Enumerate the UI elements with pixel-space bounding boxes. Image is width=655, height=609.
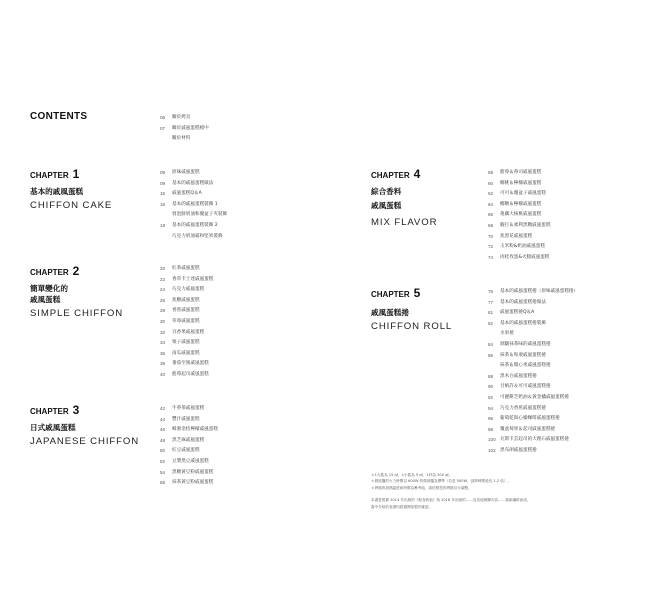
entry-title: 蜂蜜金桔檸檬戚風蛋糕 [172, 427, 218, 433]
chapter-5-heading [371, 287, 452, 332]
list-item [488, 404, 578, 415]
chapter-1-heading [30, 168, 112, 211]
chapter-number: 4 [413, 167, 421, 181]
entry-title: 黑布朗戚風蛋糕捲 [500, 447, 537, 453]
entry-title: 豆漿黑豆戚風蛋糕 [172, 458, 209, 464]
entry-title: 藍莓起司戚風蛋糕 [172, 371, 209, 377]
chapter-number: 3 [72, 403, 80, 417]
list-item [488, 242, 551, 253]
list-item [488, 200, 551, 211]
list-item [488, 435, 578, 446]
page-number: 77 [488, 299, 494, 305]
entry-title: 基本的戚風蛋糕捲做法 [500, 299, 546, 305]
chapter-label: CHAPTER 3 [30, 403, 80, 417]
entry-title: 紅豆戚風蛋糕 [172, 448, 200, 454]
entry-title: 戚風蛋糕Q＆A [172, 191, 202, 197]
page-number: 64 [488, 201, 494, 207]
page-number: 94 [488, 405, 494, 411]
chapter-title: 戚風蛋糕捲 [371, 308, 409, 317]
chapter-4-heading [371, 168, 437, 228]
entry-title: 關於烤具 [172, 115, 191, 120]
list-item [488, 382, 578, 393]
chapter-title: 日式戚風蛋糕 [30, 423, 76, 432]
page-number: 81 [488, 310, 494, 316]
list-item [488, 221, 551, 232]
list-item [488, 393, 578, 404]
list-item [160, 446, 218, 457]
list-item [160, 457, 218, 468]
page-number: 52 [160, 458, 166, 464]
list-item [160, 179, 227, 190]
chapter-3-entries [160, 404, 218, 489]
page-number: 18 [160, 222, 166, 228]
chapter-english-title: SIMPLE CHIFFON [30, 308, 124, 319]
entry-title: 巧克力香蕉戚風蛋糕捲 [500, 405, 546, 411]
entry-title: 可麗餅芝奶油＆黃金橘戚風蛋糕捲 [500, 394, 569, 400]
page-number: 98 [488, 426, 494, 432]
page-number: 07 [160, 125, 166, 131]
entry-title: 抹茶＆和栗戚風蛋糕捲 [500, 352, 546, 358]
footnotes [371, 472, 591, 510]
list-item [160, 210, 227, 221]
list-item [160, 200, 227, 211]
entry-title: 瓦斯卡芸起司的大理石戚風蛋糕捲 [500, 437, 569, 443]
entry-title: 可可＆覆盆子戚風蛋糕 [500, 191, 546, 197]
entry-title: 牛蒡茶戚風蛋糕 [172, 406, 205, 411]
chapter-number: 5 [413, 286, 421, 300]
list-item [488, 232, 551, 243]
page-number: 30 [160, 318, 166, 324]
page-number: 08 [160, 170, 166, 175]
page-number: 28 [160, 308, 166, 314]
list-item [488, 319, 578, 330]
chapter-title: 基本的戚風蛋糕 [30, 187, 84, 196]
page-number [488, 329, 500, 340]
entry-title: 原味戚風蛋糕 [172, 170, 200, 175]
page-number: 06 [160, 115, 166, 120]
page-number: 56 [160, 480, 166, 486]
page-number: 40 [160, 371, 166, 377]
entry-title: 草莓戚風蛋糕 [172, 318, 200, 324]
page-number: 09 [160, 180, 166, 186]
entry-title: 剝皺抹茶味的戚風蛋糕捲 [500, 341, 551, 347]
page-number: 42 [160, 406, 166, 411]
list-item [488, 253, 551, 264]
chapter-number: 2 [72, 264, 80, 278]
list-item [488, 210, 551, 221]
list-item [488, 351, 578, 362]
entry-title: 南瓜戚風蛋糕 [172, 350, 200, 356]
list-item [160, 359, 213, 370]
page-number: 24 [160, 287, 166, 293]
page-number: 15 [160, 191, 166, 197]
entry-title: 水果捲 [500, 331, 514, 337]
entry-title: 香草卡士達戚風蛋糕 [172, 276, 214, 282]
page-number: 96 [488, 416, 494, 422]
entry-title: 肉桂孜蛋&火腿戚風蛋糕 [500, 254, 550, 260]
list-item [160, 134, 209, 145]
page-number: 70 [488, 233, 494, 239]
entry-title: 抹茶＆開心果戚風蛋糕捲 [500, 363, 551, 369]
page-number: 102 [488, 447, 496, 453]
entry-title: 椰糖＆檸檬戚風蛋糕 [500, 201, 542, 207]
list-item [488, 361, 578, 372]
list-item [488, 189, 551, 200]
chapter-label: CHAPTER 4 [371, 167, 421, 181]
entry-title: 甘納許＆可可戚風蛋糕捲 [500, 384, 551, 390]
page-number [160, 232, 172, 243]
list-item [160, 221, 227, 232]
list-item [160, 317, 213, 328]
list-item [160, 478, 218, 489]
chapter-number: 1 [72, 167, 80, 181]
entry-title: 紅茶戚風蛋糕 [172, 266, 200, 271]
list-item [488, 425, 578, 436]
page-number: 88 [488, 373, 494, 379]
list-item [488, 340, 578, 351]
list-item [160, 113, 209, 124]
page-number: 32 [160, 329, 166, 335]
chapter-english-title: MIX FLAVOR [371, 217, 438, 228]
entry-title: 戚風蛋糕捲Q＆A [500, 310, 535, 316]
footnote: 書中介紹的食譜均經過實際製作確認。 [371, 504, 433, 509]
entry-title: 焦糖戚風蛋糕 [172, 297, 200, 303]
page-number: 54 [160, 469, 166, 475]
entry-title: 黑木白戚風蛋糕捲 [500, 373, 537, 379]
entry-title: 基本的戚風蛋糕捲裝飾 [500, 320, 546, 326]
page-number [488, 361, 500, 372]
entry-title: 巧克力奶油霜和堅果裝飾 [172, 233, 223, 239]
list-item [488, 329, 578, 340]
list-item [160, 124, 209, 135]
entry-title: 發泡鮮奶油和覆盆子夾裝飾 [172, 212, 228, 218]
entry-title: 椰桃＆檸檬戚風蛋糕 [500, 180, 542, 186]
list-item [160, 349, 213, 360]
page-number: 86 [488, 352, 494, 358]
intro-entry-list [160, 113, 209, 145]
chapter-3-heading [30, 404, 139, 447]
list-item [160, 436, 218, 447]
entry-title: 黑芝麻戚風蛋糕 [172, 437, 205, 443]
list-item [160, 275, 213, 286]
page-number: 66 [488, 212, 494, 218]
entry-title: 基本的戚風蛋糕裝飾 2 [172, 222, 218, 228]
page-number: 84 [488, 341, 494, 347]
chapter-title: 綜合香料 [371, 187, 402, 196]
footnote: ＊烤箱的加熱溫度和時間為參考值，請依照您的烤箱自行調整。 [371, 485, 472, 490]
entry-title: 葡萄乾與心燥咖啡戚風蛋糕捲 [500, 416, 560, 422]
page-number: 58 [488, 170, 494, 175]
page-number: 16 [160, 201, 166, 207]
footnote: ＊1大匙為 15 ㎖，1小匙為 5 ㎖，1杯為 200 ㎖。 [371, 473, 453, 477]
page-number: 62 [488, 191, 494, 197]
list-item [160, 285, 213, 296]
chapter-label: CHAPTER 5 [371, 286, 421, 300]
list-item [488, 308, 578, 319]
entry-title: 基本的戚風蛋糕裝飾 1 [172, 201, 218, 207]
footnote: 本書是根據 2014 年出版的《軽食戚風》與 2016 年出版的……及其他相關內容……重新編排而成， [371, 498, 531, 503]
entry-title: 關於材料 [172, 136, 191, 142]
list-item [160, 338, 213, 349]
entry-title: 栗子戚風蛋糕 [172, 340, 200, 346]
entry-title: 蓮藕大核桃戚風蛋糕 [500, 212, 542, 218]
list-item [160, 306, 213, 317]
chapter-english-title: JAPANESE CHIFFON [30, 436, 140, 447]
chapter-title-line-2: 戚風蛋糕 [371, 201, 402, 210]
chapter-4-entries [488, 168, 551, 263]
page-number: 92 [488, 394, 494, 400]
entry-title: 抹茶黃豆粉戚風蛋糕 [172, 480, 214, 486]
page-number: 48 [160, 437, 166, 443]
list-item [488, 372, 578, 383]
page-number: 46 [160, 427, 166, 433]
entry-title: 覆盆莓果＆起司戚風蛋糕捲 [500, 426, 556, 432]
list-item [160, 328, 213, 339]
chapter-label: CHAPTER 1 [30, 167, 80, 181]
page-number: 74 [488, 254, 494, 260]
chapter-title-line-2: 戚風蛋糕 [30, 295, 61, 304]
page-number [160, 134, 172, 145]
page-number: 82 [488, 320, 494, 326]
entry-title: 薩打＆柔利黑糖戚風蛋糕 [500, 222, 551, 228]
entry-title: 基本的戚風蛋糕做法 [172, 180, 214, 186]
page-number: 68 [488, 222, 494, 228]
entry-title: 番茄至蜜戚風蛋糕 [172, 361, 209, 367]
entry-title: 豐汁戚風蛋糕 [172, 416, 200, 422]
entry-title: 玉米粉&奶油戚風蛋糕 [500, 244, 545, 250]
list-item [488, 446, 578, 457]
page-number: 90 [488, 384, 494, 390]
page-number: 20 [160, 266, 166, 271]
list-item [160, 468, 218, 479]
page-number: 50 [160, 448, 166, 454]
list-item [160, 415, 218, 426]
list-item [488, 414, 578, 425]
entry-title: 百香果戚風蛋糕 [172, 329, 205, 335]
list-item [160, 168, 227, 179]
contents-heading: CONTENTS [30, 111, 88, 122]
chapter-english-title: CHIFFON CAKE [30, 200, 113, 211]
list-item [488, 298, 578, 309]
entry-title: 香蕉戚風蛋糕 [172, 308, 200, 314]
chapter-2-heading [30, 265, 123, 319]
list-item [488, 168, 551, 179]
page-number: 60 [488, 180, 494, 186]
list-item [160, 425, 218, 436]
list-item [160, 264, 213, 275]
page-number: 38 [160, 361, 166, 367]
chapter-5-entries [488, 287, 578, 457]
entry-title: 焦黑花戚風蛋糕 [500, 233, 533, 239]
chapter-label: CHAPTER 2 [30, 264, 80, 278]
entry-title: 藍莓＆莓司戚風蛋糕 [500, 170, 542, 175]
list-item [160, 232, 227, 243]
page-number: 100 [488, 437, 496, 443]
list-item [160, 404, 218, 415]
list-item [160, 370, 213, 381]
footnote: ＊微波爐的火力時間以 600W 的微波爐為標準（若是 500W，請將時間延長 1.2 倍）。 [371, 479, 512, 484]
page-number [160, 210, 172, 221]
page-number: 34 [160, 340, 166, 346]
page-number: 36 [160, 350, 166, 356]
entry-title: 關於戚風蛋糕模中 [172, 125, 209, 131]
entry-title: 黑糖黃豆粉戚風蛋糕 [172, 469, 214, 475]
list-item [488, 287, 578, 298]
chapter-2-entries [160, 264, 213, 381]
page-number: 72 [488, 244, 494, 250]
chapter-1-entries [160, 168, 227, 242]
page-number: 22 [160, 276, 166, 282]
list-item [488, 179, 551, 190]
entry-title: 巧克力戚風蛋糕 [172, 287, 205, 293]
list-item [160, 189, 227, 200]
page-number: 26 [160, 297, 166, 303]
entry-title: 基本的戚風蛋糕捲（原味戚風蛋糕捲） [500, 289, 579, 294]
list-item [160, 296, 213, 307]
page-number: 44 [160, 416, 166, 422]
chapter-english-title: CHIFFON ROLL [371, 321, 453, 332]
page-number: 76 [488, 289, 494, 294]
chapter-title: 簡單變化的 [30, 284, 68, 293]
